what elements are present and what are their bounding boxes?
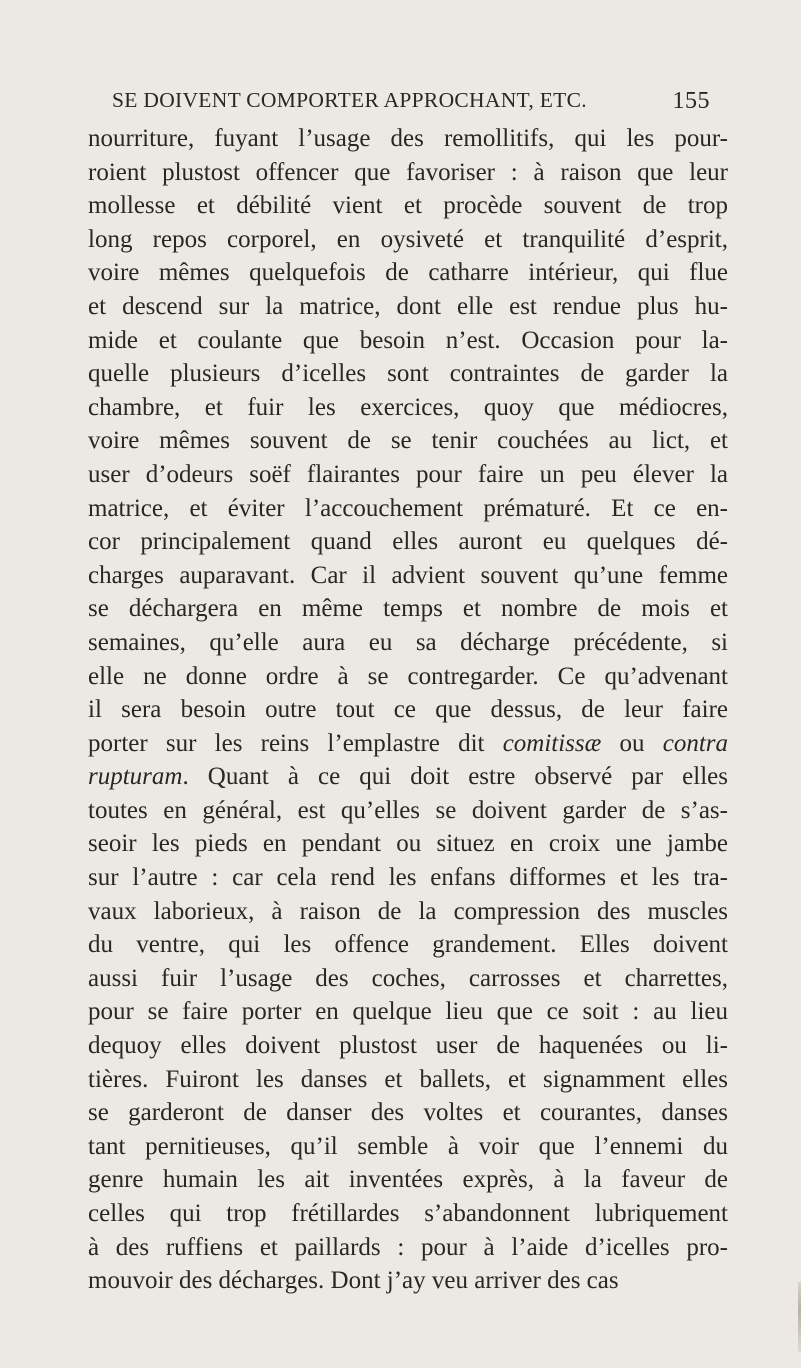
text-line (88, 424, 728, 458)
text-run: et descend sur la matrice, dont elle est rendue plus hu- (88, 292, 728, 320)
text-run: aussi fuir l’usage des coches, carrosses et charrettes, (88, 964, 728, 992)
text-run: mouvoir des décharges. Dont j’ay veu arriver des cas (88, 1267, 619, 1295)
text-line (88, 1096, 728, 1130)
text-line (88, 693, 728, 727)
text-line (88, 492, 728, 526)
text-run: semaines, qu’elle aura eu sa décharge précédente, si (88, 628, 728, 656)
italic-term: rupturam (88, 763, 183, 791)
text-line (88, 1130, 728, 1164)
text-line (88, 559, 728, 593)
text-run: à des ruffiens et paillards : pour à l’aide d’icelles pro- (88, 1233, 728, 1261)
text-line (88, 357, 728, 391)
text-run: voire mêmes quelquefois de catharre intérieur, qui flue (88, 259, 728, 287)
text-line (88, 1063, 728, 1097)
text-run: mollesse et débilité vient et procède souvent de trop (88, 192, 728, 220)
text-run: du ventre, qui les offence grandement. Elles doivent (88, 931, 728, 959)
text-run: seoir les pieds en pendant ou situez en croix une jambe (88, 830, 728, 858)
page-number: 155 (672, 88, 710, 114)
text-run: il sera besoin outre tout ce que dessus, de leur faire (88, 696, 728, 724)
text-run: celles qui trop frétillardes s’abandonnent lubriquement (88, 1200, 728, 1227)
text-line (88, 1197, 728, 1231)
text-run: user d’odeurs soëf flairantes pour faire un peu élever la (88, 460, 728, 488)
text-run: porter sur les reins l’emplastre dit (88, 729, 503, 757)
text-run: chambre, et fuir les exercices, quoy que médiocres, (88, 393, 728, 421)
italic-term: contra (662, 729, 728, 757)
text-line (88, 324, 728, 358)
text-line (88, 458, 728, 492)
text-run: voire mêmes souvent de se tenir couchées au lict, et (88, 427, 728, 455)
text-line (88, 1029, 728, 1063)
text-run: . Quant à ce qui doit estre observé par elles (182, 763, 728, 791)
text-line (88, 156, 728, 190)
text-line (88, 1163, 728, 1197)
text-line (88, 794, 728, 828)
text-line (88, 592, 728, 626)
text-run: vaux laborieux, à raison de la compression des muscles (88, 897, 728, 925)
running-head (112, 88, 710, 118)
text-line (88, 626, 728, 660)
text-line (88, 760, 728, 794)
text-line (88, 391, 728, 425)
text-run: charges auparavant. Car il advient souvent qu’une femme (88, 561, 728, 589)
text-run: long repos corporel, en oysiveté et tranquilité d’esprit, (88, 225, 728, 253)
text-line (88, 525, 728, 559)
text-line (88, 995, 728, 1029)
text-line (88, 660, 728, 694)
text-run: ou (601, 729, 663, 757)
text-run: dequoy elles doivent plustost user de haquenées ou li- (88, 1032, 728, 1060)
text-run: se déchargera en même temps et nombre de mois et (88, 595, 728, 623)
text-run: quelle plusieurs d’icelles sont contraintes de garder la (88, 360, 728, 388)
text-line (88, 727, 728, 761)
text-run: elle ne donne ordre à se contregarder. Ce qu’advenant (88, 662, 728, 690)
text-line (88, 223, 728, 257)
text-run: genre humain les ait inventées exprès, à la faveur de (88, 1166, 728, 1194)
text-line (88, 256, 728, 290)
text-run: se garderont de danser des voltes et courantes, danses (88, 1099, 728, 1127)
text-run: pour se faire porter en quelque lieu que ce soit : au lieu (88, 998, 728, 1026)
text-run: toutes en général, est qu’elles se doivent garder de s’as- (88, 796, 728, 824)
text-line (88, 962, 728, 996)
text-line (88, 1264, 728, 1298)
body-text (88, 122, 728, 1298)
text-line (88, 1231, 728, 1265)
text-line (88, 827, 728, 861)
text-line (88, 290, 728, 324)
text-line (88, 861, 728, 895)
text-run: tières. Fuiront les danses et ballets, et signamment elles (88, 1065, 728, 1093)
text-run: tant pernitieuses, qu’il semble à voir que l’ennemi du (88, 1132, 728, 1160)
text-line (88, 928, 728, 962)
text-run: matrice, et éviter l’accouchement prématuré. Et ce en- (88, 494, 728, 522)
text-run: cor principalement quand elles auront eu quelques dé- (88, 528, 728, 556)
text-run: roient plustost offencer que favoriser : à raison que leur (88, 158, 728, 186)
text-line (88, 189, 728, 223)
italic-term: comitissæ (502, 729, 602, 757)
text-run: sur l’autre : car cela rend les enfans difformes et les tra- (88, 864, 728, 892)
text-run: nourriture, fuyant l’usage des remollitifs, qui les pour- (88, 125, 728, 152)
running-head-title: SE DOIVENT COMPORTER APPROCHANT, ETC. (112, 88, 587, 112)
text-line (88, 895, 728, 929)
text-run: mide et coulante que besoin n’est. Occasion pour la- (88, 326, 728, 354)
text-line (88, 122, 728, 156)
